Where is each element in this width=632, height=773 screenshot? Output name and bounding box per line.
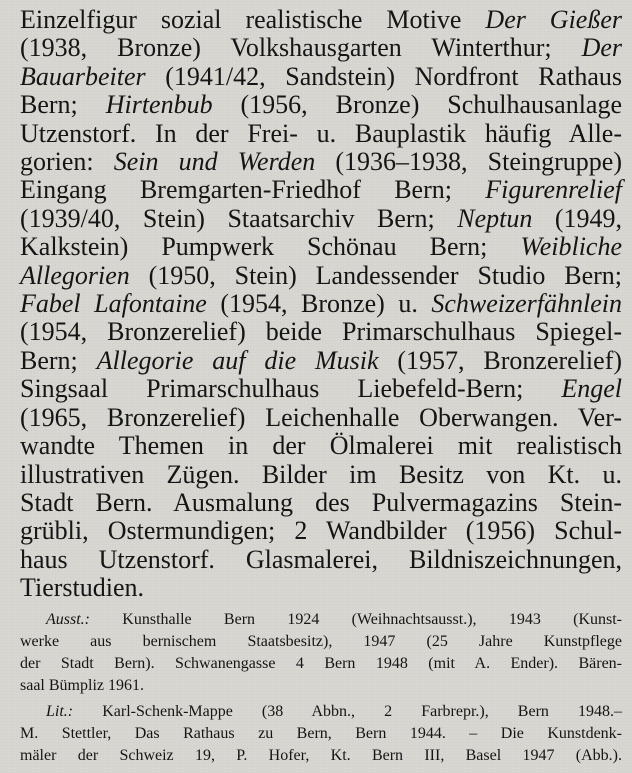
text-line: [20, 290, 622, 318]
italic-title: Hirtenbub: [105, 90, 213, 120]
text-line: [20, 609, 622, 631]
text-segment: saal Bümpliz 1961.: [20, 676, 144, 694]
text-segment: Einzelfigur sozial realistische Motive: [20, 5, 486, 34]
text-line: [20, 91, 622, 119]
text-segment: Bern;: [20, 90, 106, 120]
text-segment: Kalkstein) Pumpwerk Schönau Bern;: [20, 232, 521, 262]
italic-title: Der: [581, 33, 622, 63]
text-line: [20, 489, 622, 517]
text-line: [20, 347, 622, 375]
text-line: [20, 318, 622, 346]
text-line: [20, 375, 622, 403]
text-segment: gorien:: [20, 147, 114, 177]
text-segment: (1939/40, Stein) Staatsarchiv Bern;: [20, 203, 458, 233]
text-line: [20, 461, 622, 489]
text-line: [20, 653, 622, 675]
text-segment: Karl-Schenk-Mappe (38 Abbn., 2 Farbrepr.), Bern 1948.–: [73, 702, 622, 720]
text-line: [20, 432, 622, 460]
text-line: [20, 34, 622, 62]
text-line: [20, 233, 622, 261]
exhibitions-note: [20, 609, 622, 697]
text-segment: M. Stettler, Das Rathaus zu Bern, Bern 1944. – Die Kunstdenk-: [20, 724, 622, 742]
text-segment: wandte Themen in der Ölmalerei mit realistisch: [20, 431, 622, 461]
literature-note: [20, 701, 622, 767]
italic-title: Bauarbeiter: [20, 61, 146, 91]
text-line: [20, 120, 622, 148]
italic-title: Engel: [561, 374, 622, 404]
italic-title: Figurenrelief: [485, 175, 622, 205]
italic-title: Weibliche: [520, 232, 622, 262]
text-segment: Tierstudien.: [20, 573, 144, 603]
text-line: [20, 745, 622, 767]
text-line: [20, 404, 622, 432]
text-segment: Kunsthalle Bern 1924 (Weihnachtsausst.), 1943 (Kunst-: [90, 610, 622, 628]
italic-title: Allegorie auf die Musik: [96, 345, 379, 375]
text-segment: (1954, Bronzerelief) beide Primarschulhaus Spiegel-: [20, 317, 622, 347]
text-line: [20, 517, 622, 545]
text-segment: werke aus bernischem Staatsbesitz), 1947 (25 Jahre Kunstpflege: [20, 632, 622, 650]
text-line: [20, 675, 622, 697]
text-segment: (1957, Bronzerelief): [378, 345, 623, 375]
text-segment: der Stadt Bern). Schwanengasse 4 Bern 1948 (mit A. Ender). Bären-: [20, 654, 622, 672]
italic-title: Der Gießer: [485, 5, 622, 34]
text-segment: (1936–1938, Steingruppe): [315, 147, 622, 177]
italic-title: Sein und Werden: [113, 147, 316, 177]
text-segment: grübli, Ostermundigen; 2 Wandbilder (1956) Schul-: [20, 516, 622, 546]
text-segment: (1941/42, Sandstein) Nordfront Rathaus: [145, 61, 622, 91]
text-segment: Utzenstorf. In der Frei- u. Bauplastik häufig Alle-: [20, 118, 622, 148]
italic-title: Fabel Lafontaine: [20, 289, 207, 319]
text-line: [20, 723, 622, 745]
main-text-block: [20, 6, 622, 603]
text-line: [20, 701, 622, 723]
text-line: [20, 63, 622, 91]
text-segment: (1949,: [532, 203, 622, 233]
text-line: [20, 574, 622, 602]
text-segment: Singsaal Primarschulhaus Liebefeld-Bern;: [20, 374, 562, 404]
italic-title: Schweizerfähnlein: [431, 289, 622, 319]
text-segment: (1956, Bronze) Schulhausanlage: [212, 90, 623, 120]
italic-title: Ausst.:: [46, 610, 90, 628]
text-segment: Bern;: [20, 345, 97, 375]
text-segment: haus Utzenstorf. Glasmalerei, Bildniszeichnungen,: [20, 544, 622, 574]
italic-title: Neptun: [457, 203, 533, 233]
text-segment: mäler der Schweiz 19, P. Hofer, Kt. Bern III, Basel 1947 (Abb.).: [20, 746, 622, 764]
notes-container: [20, 609, 622, 767]
italic-title: Lit.:: [46, 702, 74, 720]
text-segment: illustrativen Zügen. Bilder im Besitz von Kt. u.: [20, 459, 622, 489]
text-line: [20, 6, 622, 34]
text-line: [20, 148, 622, 176]
text-segment: (1965, Bronzerelief) Leichenhalle Oberwangen. Ver-: [20, 402, 622, 432]
text-line: [20, 176, 622, 204]
text-segment: (1938, Bronze) Volkshausgarten Winterthur;: [20, 33, 582, 63]
text-segment: Stadt Bern. Ausmalung des Pulvermagazins Stein-: [20, 487, 622, 517]
text-line: [20, 631, 622, 653]
text-segment: (1950, Stein) Landessender Studio Bern;: [129, 260, 622, 290]
text-segment: (1954, Bronze) u.: [206, 289, 432, 319]
text-line: [20, 546, 622, 574]
text-line: [20, 262, 622, 290]
italic-title: Allegorien: [20, 260, 130, 290]
text-segment: Eingang Bremgarten-Friedhof Bern;: [20, 175, 486, 205]
text-line: [20, 205, 622, 233]
